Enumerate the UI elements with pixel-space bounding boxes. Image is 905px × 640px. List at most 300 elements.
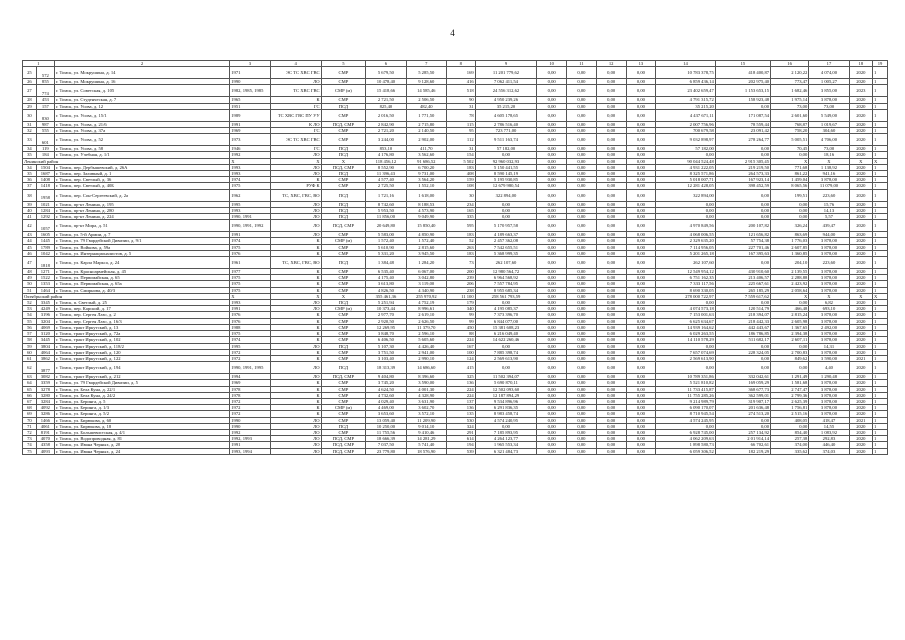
table-cell: 324: [446, 423, 475, 429]
table-cell: 2020: [849, 312, 872, 318]
table-cell: 121 656,82: [715, 232, 770, 238]
table-cell: К: [270, 275, 321, 281]
table-cell: 0,00: [567, 85, 597, 97]
table-cell: 1: [873, 220, 888, 232]
table-cell: 0,00: [771, 152, 809, 158]
table-cell: СМР: [321, 411, 366, 417]
table-cell: 0,00: [567, 189, 597, 201]
table-cell: 3 878,00: [809, 349, 849, 355]
table-cell: ПСД: [321, 152, 366, 158]
table-cell: 0,00: [626, 436, 656, 442]
table-cell: 213 406,57: [715, 275, 770, 281]
table-cell: 194: [446, 442, 475, 448]
table-cell: 0,00: [771, 207, 809, 213]
table-cell: 14,55: [809, 423, 849, 429]
table-cell: 595: [446, 220, 475, 232]
table-cell: 2 700,83: [771, 349, 809, 355]
table-cell: 262 107,60: [475, 257, 537, 269]
table-cell: 0,00: [537, 220, 567, 232]
table-cell: 0,00: [567, 121, 597, 127]
table-cell: 23 779,80: [366, 448, 406, 454]
table-cell: 1990: [230, 417, 270, 423]
table-cell: 2020: [849, 164, 872, 170]
table-cell: 154: [446, 152, 475, 158]
table-cell: 0,00: [626, 312, 656, 318]
table-cell: 3 878,00: [809, 244, 849, 250]
address-cell: г. Томск, ул. Первомайская, д. 65а: [54, 281, 229, 287]
table-cell: 292,83: [809, 436, 849, 442]
table-cell: 2 457 362,08: [475, 238, 537, 244]
table-cell: 225 667,61: [715, 281, 770, 287]
table-cell: 0,00: [537, 214, 567, 220]
table-cell: 0,00: [567, 281, 597, 287]
table-cell: 7 037,50: [366, 442, 406, 448]
table-cell: 439,47: [809, 220, 849, 232]
address-cell: г. Томск, пр-кт Ленина, д. 195: [54, 201, 229, 207]
table-cell: 6,82: [809, 300, 849, 306]
table-cell: 0,00: [537, 436, 567, 442]
table-cell: 0,00: [567, 293, 597, 299]
table-cell: 6 964 568,92: [475, 275, 537, 281]
address-cell: г. Томск, ул. Красноармейская, д. 45: [54, 269, 229, 275]
table-cell: 3 564,20: [406, 177, 446, 183]
table-cell: 0,00: [596, 300, 626, 306]
table-cell: 4 340,90: [406, 287, 446, 293]
table-cell: 3804: [36, 343, 54, 349]
address-cell: г. Томск, пер. Дербышевский, д. 26А: [54, 164, 229, 170]
table-cell: 0,00: [596, 318, 626, 324]
table-cell: ПСД: [321, 343, 366, 349]
table-cell: 0,00: [715, 355, 770, 361]
table-cell: 1: [873, 171, 888, 177]
table-cell: 14 585,46: [406, 85, 446, 97]
table-cell: ЛО: [270, 220, 321, 232]
table-cell: 4 706,00: [809, 134, 849, 146]
page-number: 4: [450, 28, 455, 38]
table-cell: X: [809, 293, 849, 299]
table-cell: 2 329 635,20: [656, 238, 716, 244]
table-cell: 119: [36, 146, 54, 152]
table-cell: 1992, 1993: [230, 436, 270, 442]
table-cell: 2 915 305,45: [715, 158, 770, 164]
table-cell: 987: [36, 121, 54, 127]
table-cell: 14 281,29: [406, 436, 446, 442]
table-cell: 59: [23, 343, 37, 349]
table-cell: 1990: [230, 423, 270, 429]
table-cell: 555: [36, 128, 54, 134]
address-cell: г. Томск, ул. Беринга, д. 5/2: [54, 411, 229, 417]
table-cell: 4 605 178,65: [475, 109, 537, 121]
table-cell: 31: [446, 103, 475, 109]
table-cell: 5 368 999,35: [475, 250, 537, 256]
table-cell: 1975: [230, 281, 270, 287]
table-cell: 408,05: [771, 417, 809, 423]
table-cell: 3196: [36, 312, 54, 318]
table-cell: 1 384,48: [366, 257, 406, 269]
table-cell: 4 573,90: [406, 207, 446, 213]
table-cell: 224: [446, 386, 475, 392]
table-cell: 0,00: [537, 331, 567, 337]
table-cell: ПСД, СМР: [321, 436, 366, 442]
table-cell: 1993: [230, 207, 270, 213]
table-cell: 1: [873, 146, 888, 152]
table-cell: 0,00: [537, 281, 567, 287]
table-cell: 4 826,50: [366, 287, 406, 293]
table-cell: 0,00: [567, 380, 597, 386]
table-cell: ЛО: [270, 201, 321, 207]
table-cell: 29: [23, 103, 37, 109]
table-cell: 0,00: [567, 67, 597, 79]
table-cell: 0,00: [626, 128, 656, 134]
table-cell: 1 019,67: [809, 121, 849, 127]
table-cell: 1 552,10: [406, 183, 446, 189]
table-cell: 32: [23, 128, 37, 134]
table-row: [23, 257, 888, 269]
table-cell: 1969: [230, 380, 270, 386]
table-cell: 5 150 441,55: [475, 164, 537, 170]
table-cell: 0,00: [626, 355, 656, 361]
table-cell: 0,00: [596, 103, 626, 109]
table-cell: 3 878,00: [809, 398, 849, 404]
table-cell: 2020: [849, 109, 872, 121]
table-cell: 201 636,48: [715, 405, 770, 411]
table-cell: 0,00: [626, 97, 656, 103]
table-cell: 3 653,60: [366, 411, 406, 417]
table-cell: 1: [873, 442, 888, 448]
table-cell: 1: [873, 164, 888, 170]
table-cell: 1982, 1985, 1985: [230, 85, 270, 97]
table-cell: 418 400,87: [715, 67, 770, 79]
table-cell: 68: [23, 405, 37, 411]
table-cell: 0,00: [537, 134, 567, 146]
table-cell: К: [270, 392, 321, 398]
table-cell: 0,00: [567, 146, 597, 152]
table-cell: 2 058,64: [771, 287, 809, 293]
table-cell: 136: [446, 380, 475, 386]
table-cell: 0,00: [626, 220, 656, 232]
table-cell: 0,00: [537, 128, 567, 134]
table-cell: 9 049,90: [406, 214, 446, 220]
table-cell: 0,00: [567, 128, 597, 134]
table-cell: 0,00: [567, 79, 597, 85]
table-cell: 0,00: [771, 300, 809, 306]
district-name-cell: Ленинский район: [23, 158, 230, 164]
table-cell: 2 902,00: [406, 134, 446, 146]
table-cell: 326,24: [771, 220, 809, 232]
table-cell: 30: [446, 189, 475, 201]
table-cell: 3 878,00: [809, 318, 849, 324]
table-cell: 0,00: [626, 281, 656, 287]
table-cell: 5 285,50: [406, 67, 446, 79]
table-cell: 57: [23, 331, 37, 337]
table-cell: 2020: [849, 183, 872, 189]
table-cell: 11 201 779,62: [475, 67, 537, 79]
table-cell: 1057: [36, 220, 54, 232]
table-cell: 3877: [36, 362, 54, 374]
table-cell: 2 747,47: [771, 386, 809, 392]
address-cell: г. Томск, пер. Светлый, д. 40Б: [54, 183, 229, 189]
table-cell: 0,00: [626, 380, 656, 386]
table-cell: 442 443,67: [715, 324, 770, 330]
table-cell: 3 878,00: [809, 411, 849, 417]
table-cell: 2 139,55: [771, 269, 809, 275]
table-cell: К: [270, 355, 321, 361]
table-cell: 0,00: [537, 85, 567, 97]
table-cell: 34: [23, 164, 37, 170]
table-cell: 5 195 930,85: [475, 177, 537, 183]
table-cell: ПСД: [321, 423, 366, 429]
table-cell: 274 513,20: [715, 411, 770, 417]
table-cell: 223,60: [809, 257, 849, 269]
table-cell: 8 325 571,86: [656, 171, 716, 177]
table-cell: 1408: [36, 177, 54, 183]
table-cell: 0,00: [567, 405, 597, 411]
table-cell: 0,00: [537, 183, 567, 189]
table-cell: 7 559 617,62: [715, 293, 770, 299]
table-cell: 1: [873, 398, 888, 404]
table-cell: 219 219,50: [715, 164, 770, 170]
table-cell: 7 557 784,95: [475, 281, 537, 287]
table-cell: X: [321, 158, 366, 164]
table-cell: 511 682,17: [715, 337, 770, 343]
table-cell: 41: [23, 214, 37, 220]
column-number-cell: 3: [230, 61, 270, 67]
table-cell: 6 059 306,52: [656, 448, 716, 454]
table-cell: 9 534 896,96: [475, 398, 537, 404]
table-cell: 0,00: [771, 423, 809, 429]
table-cell: 4 068 006,55: [656, 232, 716, 238]
table-cell: 0,00: [537, 411, 567, 417]
table-cell: 1: [873, 121, 888, 127]
table-cell: 1: [873, 152, 888, 158]
table-cell: 0,00: [537, 380, 567, 386]
table-cell: 0,00: [626, 201, 656, 207]
table-cell: 0,00: [626, 318, 656, 324]
table-cell: 5 953,50: [366, 207, 406, 213]
table-cell: 0,00: [596, 152, 626, 158]
table-cell: 482,40: [406, 103, 446, 109]
table-cell: 332 042,61: [715, 374, 770, 380]
table-cell: 18 313,39: [366, 362, 406, 374]
table-cell: 0,00: [715, 300, 770, 306]
table-cell: 4093: [36, 448, 54, 454]
table-cell: 1687: [36, 171, 54, 177]
table-cell: 1: [873, 331, 888, 337]
table-cell: 108: [446, 183, 475, 189]
table-cell: 0,00: [596, 183, 626, 189]
table-cell: 1: [873, 244, 888, 250]
address-cell: г. Томск, ул. Ивана Черных, д. 20: [54, 442, 229, 448]
table-cell: 0,00: [596, 281, 626, 287]
table-cell: 36: [23, 177, 37, 183]
table-cell: К: [270, 411, 321, 417]
table-cell: 0,00: [475, 362, 537, 374]
table-cell: 1466: [36, 417, 54, 423]
table-cell: ЛО: [270, 436, 321, 442]
table-cell: 863,69: [771, 232, 809, 238]
table-cell: 14 686,60: [406, 362, 446, 374]
table-cell: ПСД: [321, 214, 366, 220]
table-cell: 1978: [230, 392, 270, 398]
table-cell: ПСД, СМР: [321, 121, 366, 127]
table-cell: 4 328,90: [406, 392, 446, 398]
table-cell: 90: [446, 97, 475, 103]
table-cell: 1: [873, 287, 888, 293]
table-cell: 1978: [230, 386, 270, 392]
table-cell: 159: [446, 177, 475, 183]
table-cell: 1464: [36, 287, 54, 293]
address-cell: г. Томск, пр-кт Ленина, д. 224: [54, 214, 229, 220]
table-cell: СМР: [321, 250, 366, 256]
table-cell: 2 515,16: [771, 411, 809, 417]
table-cell: 10 783 378,75: [656, 67, 716, 79]
table-cell: 4 791 315,72: [656, 97, 716, 103]
table-cell: К: [270, 97, 321, 103]
table-cell: ЛО: [270, 207, 321, 213]
table-cell: 1: [873, 189, 888, 201]
table-cell: 1 572,40: [406, 238, 446, 244]
table-cell: 0,00: [537, 448, 567, 454]
table-cell: 1: [873, 250, 888, 256]
table-cell: 1: [873, 201, 888, 207]
table-cell: 4 175,40: [366, 275, 406, 281]
table-cell: 2 605,98: [771, 318, 809, 324]
table-cell: 1962: [230, 189, 270, 201]
table-cell: 0,00: [596, 293, 626, 299]
address-cell: г. Томск, пер. Светлый, д. 36: [54, 177, 229, 183]
table-cell: 1 138,92: [809, 164, 849, 170]
table-cell: 3 103,40: [366, 355, 406, 361]
table-cell: ПСД: [321, 201, 366, 207]
table-cell: 1: [873, 269, 888, 275]
table-cell: 179: [446, 300, 475, 306]
table-cell: 92 960 032,93: [475, 158, 537, 164]
table-cell: 1: [873, 306, 888, 312]
table-cell: 27: [23, 85, 37, 97]
table-cell: 601: [36, 134, 54, 146]
table-cell: 0,00: [596, 164, 626, 170]
table-cell: 2020: [849, 79, 872, 85]
table-cell: 1522: [36, 275, 54, 281]
table-cell: ПСД, СМР: [321, 164, 366, 170]
table-row: [23, 85, 888, 97]
table-cell: 825,40: [366, 103, 406, 109]
table-cell: ГС: [270, 103, 321, 109]
table-cell: 265 185,29: [715, 287, 770, 293]
table-cell: 2020: [849, 121, 872, 127]
table-cell: 1 581,68: [771, 380, 809, 386]
address-cell: г. Томск, ул. Бела Куна, д. 22/1: [54, 386, 229, 392]
table-cell: 0,00: [626, 374, 656, 380]
column-number-cell: 10: [537, 61, 567, 67]
table-cell: 2 01 914,14: [715, 436, 770, 442]
column-number-cell: 19: [873, 61, 888, 67]
table-cell: 1292: [36, 214, 54, 220]
table-cell: 3 878,00: [809, 386, 849, 392]
table-cell: 99: [446, 312, 475, 318]
table-cell: 3 878,00: [809, 287, 849, 293]
address-cell: г. Томск, тракт Иркутский, д. 72а: [54, 331, 229, 337]
table-cell: 8 742,60: [366, 201, 406, 207]
table-cell: К: [270, 287, 321, 293]
table-cell: 1 898 580,73: [656, 442, 716, 448]
table-cell: 2020: [849, 238, 872, 244]
table-cell: 73,00: [771, 103, 809, 109]
table-cell: 0,00: [537, 189, 567, 201]
table-cell: 0,00: [537, 300, 567, 306]
table-cell: 1: [873, 318, 888, 324]
table-cell: 3862: [36, 355, 54, 361]
address-cell: г. Томск, ул. 79 Гвардейской Дивизии, д. 5: [54, 380, 229, 386]
table-cell: 2020: [849, 134, 872, 146]
table-cell: 3284: [36, 398, 54, 404]
table-cell: 5 583,00: [366, 232, 406, 238]
table-cell: 43: [23, 232, 37, 238]
table-cell: 0,00: [656, 214, 716, 220]
table-cell: К ЛО: [270, 121, 321, 127]
table-cell: 1975: [230, 275, 270, 281]
table-cell: 1972: [230, 349, 270, 355]
table-cell: 5 690 870,11: [475, 380, 537, 386]
table-cell: 1992: [230, 429, 270, 435]
table-cell: 0,00: [567, 392, 597, 398]
table-cell: 2 016,50: [366, 109, 406, 121]
table-cell: 0,00: [626, 300, 656, 306]
table-cell: 4092: [36, 405, 54, 411]
table-cell: 3 878,00: [809, 238, 849, 244]
table-cell: 4249: [36, 306, 54, 312]
table-row: [23, 67, 888, 79]
table-cell: 0,00: [537, 442, 567, 448]
table-cell: 1 771,50: [406, 109, 446, 121]
table-cell: 1990: [230, 79, 270, 85]
address-cell: г. Томск, ул. Усова, д. 37а: [54, 128, 229, 134]
table-cell: 6 216 049,40: [475, 331, 537, 337]
table-cell: ТС ХВС ГВС ПУ УУ: [270, 109, 321, 121]
table-cell: 0,00: [626, 392, 656, 398]
column-number-cell: 6: [366, 61, 406, 67]
table-cell: 52: [446, 238, 475, 244]
table-cell: 0,00: [475, 207, 537, 213]
table-cell: 0,00: [626, 152, 656, 158]
table-cell: 12 269,95: [366, 324, 406, 330]
table-cell: 0,00: [715, 343, 770, 349]
address-cell: г. Томск, ул. Беринга, д. 5: [54, 398, 229, 404]
table-cell: 2020: [849, 392, 872, 398]
table-cell: 1: [873, 97, 888, 103]
table-cell: 10 478,40: [366, 79, 406, 85]
table-cell: 1: [873, 411, 888, 417]
table-cell: 1988: [230, 324, 270, 330]
table-cell: 1 572,40: [366, 238, 406, 244]
table-cell: 0,00: [537, 374, 567, 380]
address-cell: г. Томск, пр-кт Ленина, д. 280: [54, 207, 229, 213]
table-cell: 0,00: [596, 343, 626, 349]
table-cell: СМР: [321, 109, 366, 121]
table-cell: 1: [873, 380, 888, 386]
column-number-cell: 8: [446, 61, 475, 67]
table-cell: 1958: [36, 189, 54, 201]
table-cell: 0,00: [596, 362, 626, 374]
table-cell: 2 815,60: [406, 244, 446, 250]
table-cell: 0,00: [596, 158, 626, 164]
table-cell: 88: [446, 331, 475, 337]
table-cell: 1975: [230, 331, 270, 337]
table-cell: 0,00: [475, 214, 537, 220]
table-cell: 2 941,00: [406, 349, 446, 355]
table-cell: 35 215,20: [656, 103, 716, 109]
table-cell: 2 140,50: [406, 128, 446, 134]
